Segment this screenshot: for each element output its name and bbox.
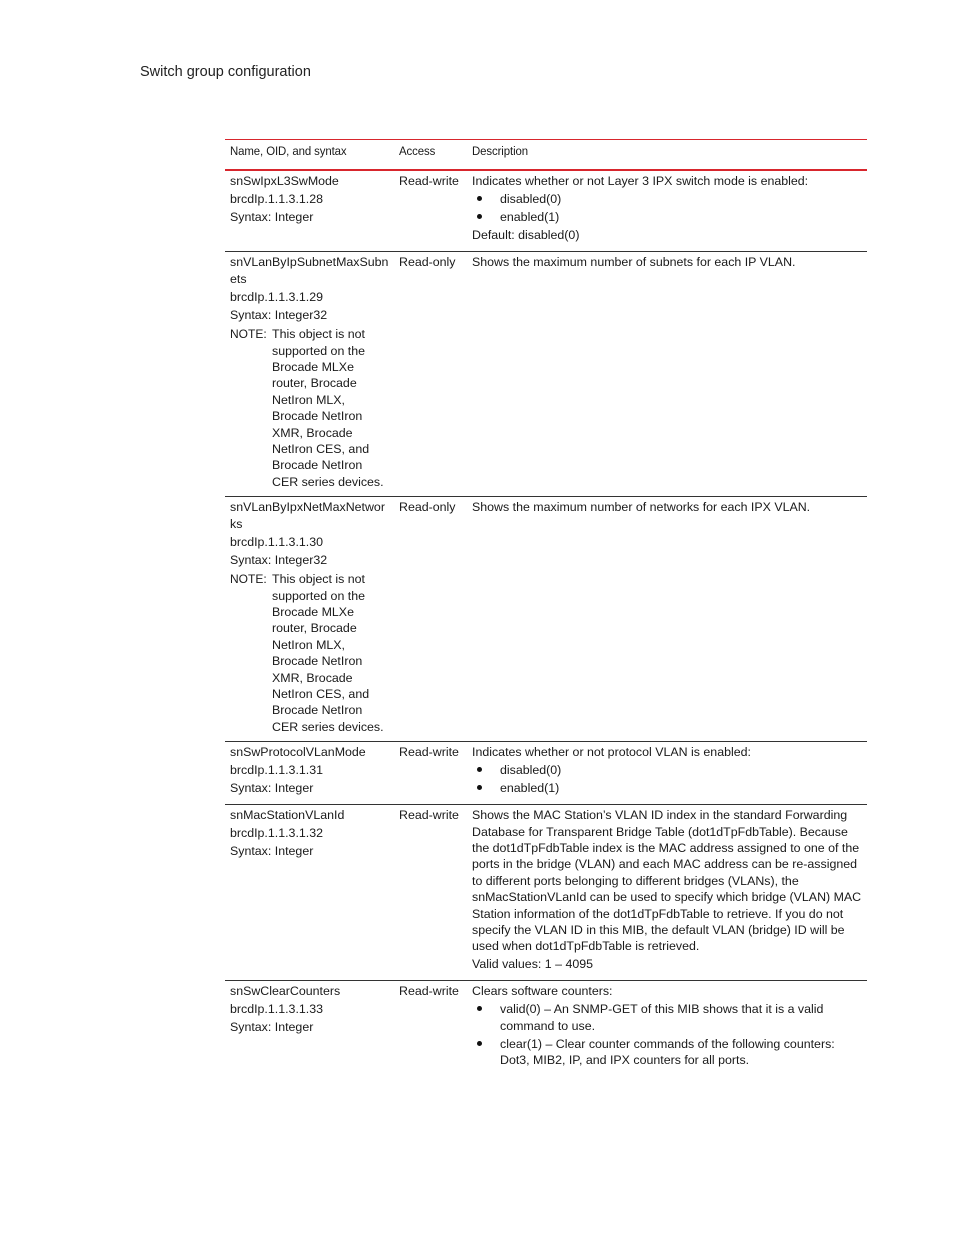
description-cell (467, 981, 867, 1076)
description-text: Shows the MAC Station’s VLAN ID index in the standard Forwarding Database for Transparent Bridge Table (dot1dTpFdbTable). Because the dot1dTpFdbTable index is the MAC address assigned to one of the ports in the bridge (VLAN) and each MAC address can be re-assigned to different ports belonging to different bridges (VLANs), the snMacStationVLanId can be used to specify which bridge (VLAN) MAC Station information of the dot1dTpFdbTable to retrieve. If you do not specify the VLAN ID in this MIB, the default VLAN (bridge) ID will be used when dot1dTpFdbTable is retrieved. (472, 808, 862, 954)
bullet-item: disabled(0) (472, 762, 862, 778)
object-syntax: Syntax: Integer32 (230, 307, 328, 322)
bullet-item: disabled(0) (472, 191, 862, 207)
note-block (230, 326, 389, 490)
description-text: Clears software counters: (472, 984, 613, 999)
object-name: snVLanByIpxNetMaxNetworks (230, 500, 385, 531)
description-cell (467, 742, 867, 805)
object-cell (225, 742, 394, 805)
table-row (225, 252, 867, 497)
object-oid: brcdIp.1.1.3.1.31 (230, 763, 323, 778)
bullet-icon (477, 214, 482, 219)
bullet-icon (477, 196, 482, 201)
object-syntax: Syntax: Integer32 (230, 552, 328, 567)
bullet-item: enabled(1) (472, 209, 862, 225)
description-cell (467, 805, 867, 981)
access-cell: Read-write (399, 808, 459, 823)
object-oid: brcdIp.1.1.3.1.28 (230, 192, 323, 207)
access-cell: Read-write (399, 984, 459, 999)
bullet-list (472, 191, 862, 225)
object-cell (225, 170, 394, 252)
note-block (230, 571, 389, 735)
object-oid: brcdIp.1.1.3.1.30 (230, 534, 323, 549)
note-label: NOTE: (230, 327, 267, 342)
description-footer: Default: disabled(0) (472, 228, 580, 243)
column-header-access: Access (399, 144, 436, 158)
table-row (225, 805, 867, 981)
object-name: snSwProtocolVLanMode (230, 745, 366, 760)
access-cell: Read-only (399, 255, 456, 270)
description-text: Shows the maximum number of networks for each IPX VLAN. (472, 500, 811, 515)
description-cell (467, 497, 867, 742)
access-cell: Read-only (399, 500, 456, 515)
object-name: snSwClearCounters (230, 984, 341, 999)
page-header: Switch group configuration (140, 64, 311, 80)
access-cell: Read-write (399, 174, 459, 189)
bullet-item: enabled(1) (472, 780, 862, 796)
bullet-icon (477, 1041, 482, 1046)
object-name: snVLanByIpSubnetMaxSubnets (230, 255, 389, 286)
description-text: Indicates whether or not Layer 3 IPX switch mode is enabled: (472, 174, 809, 189)
bullet-item: valid(0) – An SNMP-GET of this MIB shows that it is a valid command to use. (472, 1001, 862, 1034)
table-row (225, 981, 867, 1076)
bullet-icon (477, 767, 482, 772)
object-oid: brcdIp.1.1.3.1.29 (230, 289, 323, 304)
object-name: snSwIpxL3SwMode (230, 174, 339, 189)
object-cell (225, 252, 394, 497)
bullet-icon (477, 785, 482, 790)
mib-object-table (225, 139, 867, 1076)
object-cell (225, 805, 394, 981)
table-row (225, 497, 867, 742)
object-syntax: Syntax: Integer (230, 210, 314, 225)
bullet-item: clear(1) – Clear counter commands of the following counters: Dot3, MIB2, IP, and IPX counters for all ports. (472, 1036, 862, 1069)
bullet-list (472, 762, 862, 796)
object-syntax: Syntax: Integer (230, 1020, 314, 1035)
table-row (225, 742, 867, 805)
table-header (225, 140, 867, 171)
object-oid: brcdIp.1.1.3.1.33 (230, 1002, 323, 1017)
object-cell (225, 497, 394, 742)
object-syntax: Syntax: Integer (230, 781, 314, 796)
table-row (225, 170, 867, 252)
object-oid: brcdIp.1.1.3.1.32 (230, 826, 323, 841)
description-text: Indicates whether or not protocol VLAN is enabled: (472, 745, 751, 760)
object-syntax: Syntax: Integer (230, 844, 314, 859)
note-text: This object is not supported on the Brocade MLXe router, Brocade NetIron MLX, Brocade NetIron XMR, Brocade NetIron CES, and Brocade NetIron CER series devices. (272, 572, 384, 734)
object-cell (225, 981, 394, 1076)
note-text: This object is not supported on the Brocade MLXe router, Brocade NetIron MLX, Brocade NetIron XMR, Brocade NetIron CES, and Brocade NetIron CER series devices. (272, 327, 384, 489)
column-header-name: Name, OID, and syntax (230, 144, 347, 158)
description-cell (467, 170, 867, 252)
description-footer: Valid values: 1 – 4095 (472, 957, 594, 972)
description-text: Shows the maximum number of subnets for each IP VLAN. (472, 255, 796, 270)
access-cell: Read-write (399, 745, 459, 760)
description-cell (467, 252, 867, 497)
bullet-list (472, 1001, 862, 1068)
column-header-description: Description (472, 144, 529, 158)
note-label: NOTE: (230, 572, 267, 587)
bullet-icon (477, 1006, 482, 1011)
object-name: snMacStationVLanId (230, 808, 345, 823)
